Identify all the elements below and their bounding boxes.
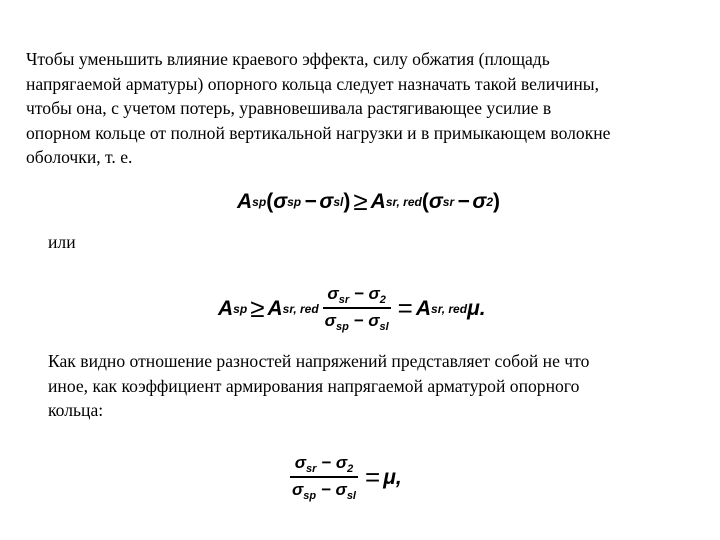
formula-symbol: σ: [294, 453, 307, 472]
formula-symbol: sl: [379, 321, 389, 333]
formula-symbol: sp: [252, 194, 267, 209]
connector-or: или: [48, 232, 76, 252]
formula-symbol: [325, 284, 388, 307]
formula-symbol: 2: [379, 294, 386, 306]
formula-symbol: σ: [335, 480, 347, 499]
formula-symbol: A: [218, 296, 234, 320]
formula-reinforcement-ratio: [286, 453, 402, 502]
formula-symbol: (: [266, 189, 274, 213]
formula-symbol: sr: [306, 463, 317, 475]
formula-symbol: −: [320, 480, 331, 499]
text-line: Чтобы уменьшить влияние краевого эффекта, силу обжатия (площадь: [26, 49, 550, 69]
formula-symbol: sp: [335, 321, 349, 333]
formula-symbol: σ: [368, 311, 380, 330]
formula-symbol: σ: [368, 284, 380, 303]
formula-symbol: −: [457, 189, 470, 213]
formula-symbol: σ: [472, 189, 487, 213]
formula-symbol: sr: [338, 294, 350, 306]
formula-symbol: ≥: [250, 293, 265, 323]
formula-symbol: =: [397, 293, 413, 323]
formula-symbol: −: [353, 311, 364, 330]
formula-symbol: 2: [347, 463, 354, 475]
formula-symbol: ,: [395, 465, 402, 489]
formula-symbol: σ: [335, 453, 348, 472]
formula-symbol: sp: [233, 301, 248, 316]
text-line: напрягаемой арматуры) опорного кольца следует назначать такой величины,: [26, 73, 600, 94]
formula-symbol: A: [370, 189, 386, 213]
formula-inequality: [237, 186, 500, 217]
formula-ratio-inequality: [218, 284, 486, 333]
formula-symbol: A: [267, 296, 283, 320]
formula-symbol: A: [237, 189, 253, 213]
formula-symbol: μ: [467, 296, 480, 320]
formula-symbol: μ: [383, 465, 396, 489]
formula-symbol: sr, red: [431, 301, 468, 316]
text-line: иное, как коэффициент армирования напрягаемой арматурой опорного: [48, 375, 580, 396]
formula-symbol: ≥: [353, 186, 368, 216]
fraction: [290, 453, 358, 502]
formula-symbol: σ: [428, 189, 443, 213]
formula-symbol: ): [343, 189, 351, 213]
formula-symbol: σ: [327, 284, 339, 303]
text-line: чтобы она, с учетом потерь, уравновешивала растягивающее усилие в: [26, 98, 552, 119]
formula-symbol: σ: [324, 311, 336, 330]
formula-symbol: (: [421, 189, 429, 213]
formula-symbol: A: [415, 296, 432, 320]
text-line: опорном кольце от полной вертикальной нагрузки и в примыкающем волокне: [26, 122, 611, 143]
formula-symbol: sr: [442, 194, 455, 209]
formula-symbol: σ: [319, 189, 334, 213]
formula-symbol: sr, red: [282, 301, 319, 316]
formula-symbol: σ: [273, 189, 288, 213]
text-line: Как видно отношение разностей напряжений представляет собой не что: [48, 351, 590, 371]
formula-symbol: sl: [346, 490, 356, 502]
formula-symbol: −: [304, 189, 317, 213]
formula-symbol: [290, 476, 358, 502]
formula-symbol: −: [353, 284, 364, 303]
formula-symbol: [293, 453, 356, 476]
fraction: [323, 284, 391, 333]
formula-symbol: .: [479, 296, 486, 320]
formula-symbol: sr, red: [385, 194, 422, 209]
formula-symbol: [323, 307, 391, 333]
formula-symbol: −: [321, 453, 332, 472]
formula-symbol: =: [365, 462, 381, 492]
formula-symbol: sp: [303, 490, 317, 502]
text-line: оболочки, т. е.: [26, 147, 133, 168]
formula-symbol: ): [493, 189, 501, 213]
formula-symbol: sl: [333, 194, 344, 209]
paragraph-intro: [26, 47, 706, 170]
formula-symbol: sp: [287, 194, 302, 209]
text-line: кольца:: [48, 400, 104, 421]
paragraph-conclusion: [48, 349, 698, 423]
formula-symbol: 2: [486, 194, 494, 209]
formula-symbol: σ: [292, 480, 304, 499]
